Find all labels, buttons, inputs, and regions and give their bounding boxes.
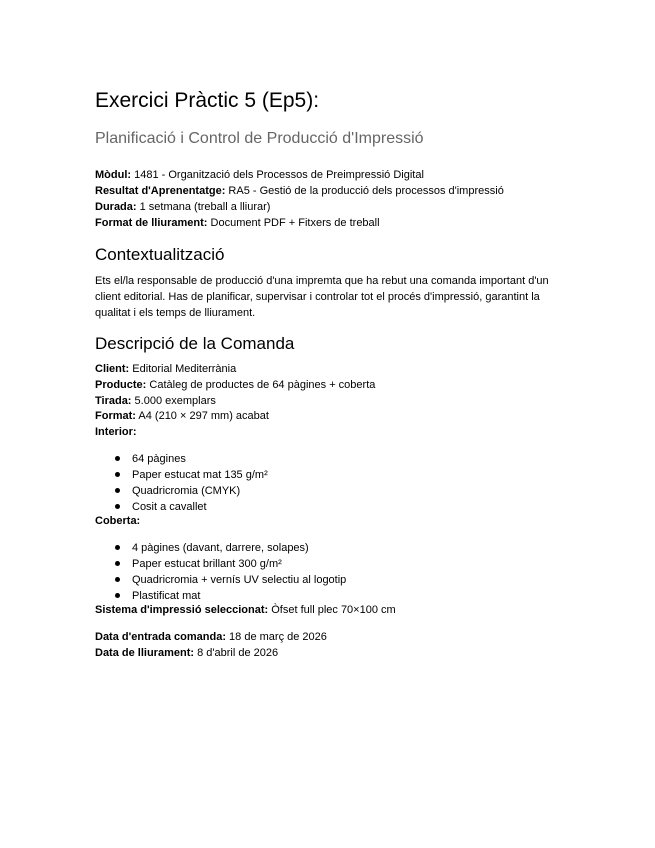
field-value: 8 d'abril de 2026 (194, 647, 279, 659)
bullet-icon (115, 561, 120, 566)
list-item: Cosit a cavallet (115, 499, 268, 515)
order-format (95, 408, 269, 424)
field-label: Format: (95, 410, 136, 422)
meta-duration (95, 199, 270, 215)
bullet-icon (115, 593, 120, 598)
meta-value: 1 setmana (treball a lliurar) (136, 201, 271, 213)
meta-label: Resultat d'Aprenentatge: (95, 185, 226, 197)
meta-label: Durada: (95, 201, 137, 213)
order-product (95, 377, 375, 393)
field-label: Sistema d'impressió seleccionat: (95, 604, 269, 616)
field-value: Editorial Mediterrània (129, 363, 237, 375)
order-print-run (95, 393, 216, 409)
entry-date (95, 629, 327, 645)
context-heading: Contextualització (95, 245, 225, 264)
list-item: Paper estucat mat 135 g/m² (115, 467, 268, 483)
meta-delivery-format (95, 215, 380, 231)
field-value: Catàleg de productes de 64 pàgines + coberta (146, 379, 376, 391)
field-value: Òfset full plec 70×100 cm (268, 604, 396, 616)
list-item: Plastificat mat (115, 588, 346, 604)
field-value: A4 (210 × 297 mm) acabat (135, 410, 269, 422)
interior-list (115, 451, 268, 515)
bullet-icon (115, 456, 120, 461)
list-item: Paper estucat brillant 300 g/m² (115, 556, 346, 572)
list-item: Quadricromia + vernís UV selectiu al logotip (115, 572, 346, 588)
field-value: 5.000 exemplars (131, 395, 216, 407)
document-title: Exercici Pràctic 5 (Ep5): (95, 89, 320, 112)
meta-learning-outcome (95, 183, 504, 199)
meta-value: 1481 - Organització dels Processos de Preimpressió Digital (131, 169, 424, 181)
bullet-icon (115, 545, 120, 550)
meta-value: Document PDF + Fitxers de treball (207, 217, 380, 229)
order-heading: Descripció de la Comanda (95, 334, 295, 353)
bullet-icon (115, 504, 120, 509)
cover-label: Coberta: (95, 515, 141, 527)
list-item: 64 pàgines (115, 451, 268, 467)
field-label: Tirada: (95, 395, 132, 407)
document-subtitle: Planificació i Control de Producció d'Impressió (95, 130, 424, 147)
delivery-date (95, 645, 278, 661)
meta-label: Mòdul: (95, 169, 132, 181)
meta-module (95, 167, 424, 183)
field-value: 18 de març de 2026 (225, 631, 327, 643)
list-item: Quadricromia (CMYK) (115, 483, 268, 499)
order-client (95, 361, 236, 377)
meta-label: Format de lliurament: (95, 217, 208, 229)
bullet-icon (115, 472, 120, 477)
field-label: Producte: (95, 379, 147, 391)
bullet-icon (115, 577, 120, 582)
bullet-icon (115, 488, 120, 493)
field-label: Data d'entrada comanda: (95, 631, 226, 643)
interior-label: Interior: (95, 426, 137, 438)
meta-value: RA5 - Gestió de la producció dels processos d'impressió (225, 185, 504, 197)
field-label: Client: (95, 363, 130, 375)
list-item: 4 pàgines (davant, darrere, solapes) (115, 540, 346, 556)
field-label: Data de lliurament: (95, 647, 195, 659)
printing-system (95, 602, 396, 618)
cover-list (115, 540, 346, 604)
context-paragraph: Ets el/la responsable de producció d'una impremta que ha rebut una comanda important d'un client editorial. Has de planificar, supervisar i controlar tot el procés d'impressió, garantint la qualitat i els temps de lliurament. (95, 275, 549, 319)
